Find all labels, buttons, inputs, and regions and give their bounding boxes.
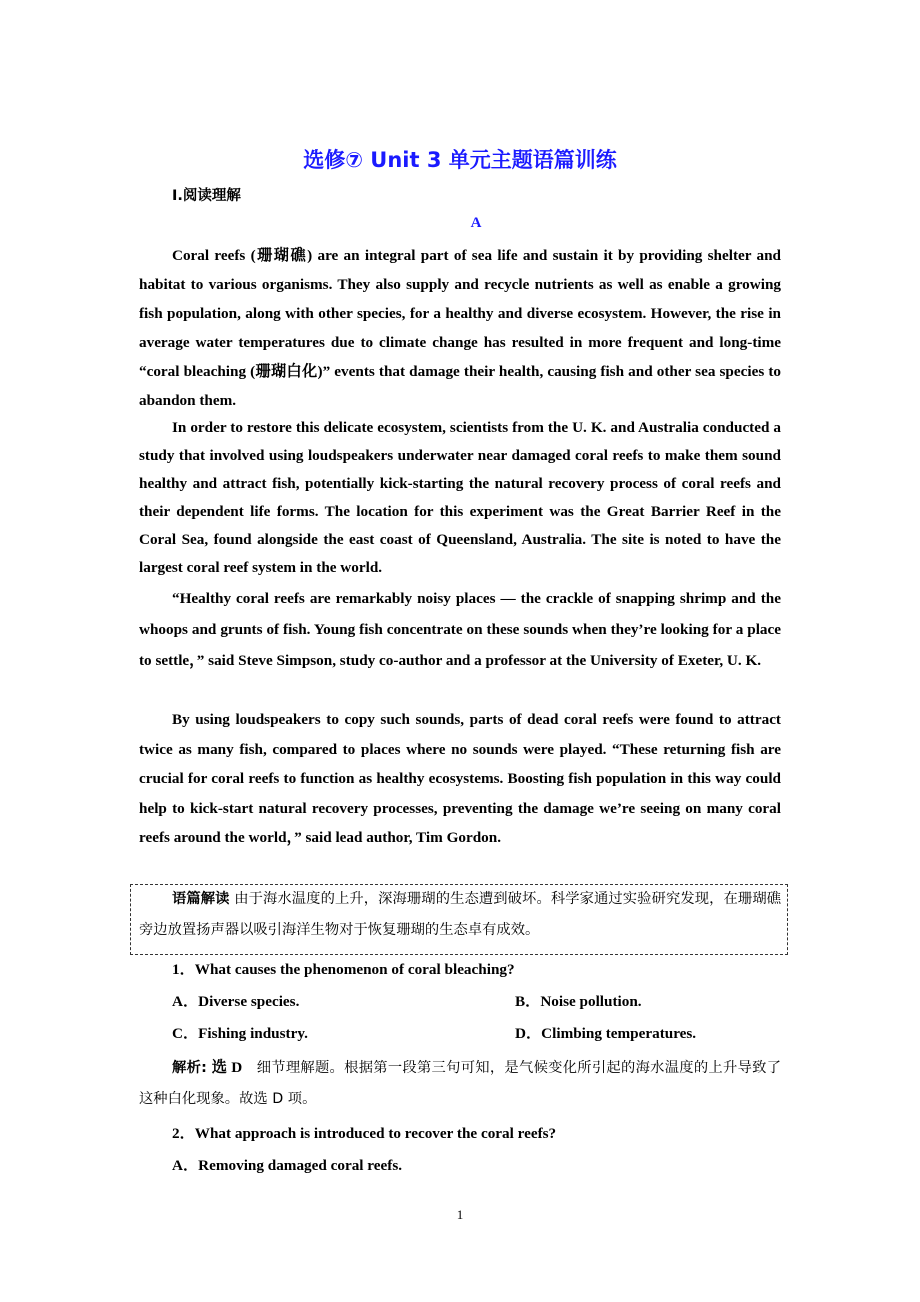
paragraph-text: “Healthy coral reefs are remarkably noisy places — the crackle of snapping shrimp and the whoops and grunts of fish. Young fish concentrate on these sounds when they’re looking for a place to settle，” said Steve Simpson, study co-author and a professor at the University of Exeter, U. K. [139,590,781,669]
question-1-option-b: B．Noise pollution. [515,993,642,1010]
question-1-option-a: A．Diverse species. [172,993,300,1010]
summary-label: 语篇解读 [172,891,230,907]
analysis-answer: 选 D [211,1059,243,1076]
summary-body: 由于海水温度的上升，深海珊瑚的生态遭到破坏。科学家通过实验研究发现，在珊瑚礁旁边放置扬声器以吸引海洋生物对于恢复珊瑚的生态卓有成效。 [139,891,782,938]
question-1-analysis [139,1052,781,1115]
analysis-text: 细节理解题。根据第一段第三句可知，是气候变化所引起的海水温度的上升导致了这种白化现象。故选 D 项。 [139,1060,782,1107]
section-heading: Ⅰ.阅读理解 [172,188,241,204]
question-2-option-a: A．Removing damaged coral reefs. [172,1157,403,1174]
question-1-option-c: C．Fishing industry. [172,1025,308,1042]
question-1: 1．What causes the phenomenon of coral bleaching? [172,961,515,978]
question-1-option-d: D．Climbing temperatures. [515,1025,697,1042]
summary-text [139,884,781,946]
question-2: 2．What approach is introduced to recover the coral reefs? [172,1125,557,1142]
paragraph-text: By using loudspeakers to copy such sounds, parts of dead coral reefs were found to attract twice as many fish, compared to places where no sounds were played. “These returning fish are crucial for coral reefs to function as healthy ecosystems. Boosting fish population in this way could help to kick-start natural recovery processes, preventing the damage we’re seeing on many coral reefs around the world，” said lead author, Tim Gordon. [139,711,781,846]
passage-label: A [470,215,482,231]
paragraph-3 [139,583,781,676]
paragraph-4 [139,705,781,853]
paragraph-text: Coral reefs (珊瑚礁) are an integral part of sea life and sustain it by providing shelter and habitat to various organisms. They also supply and recycle nutrients as well as enable a growing fish population, along with other species, for a healthy and diverse ecosystem. However, the rise in average water temperatures due to climate change has resulted in more frequent and long-time “coral bleaching (珊瑚白化)” events that damage their health, causing fish and other sea species to abandon them. [139,247,781,409]
analysis-label: 解析: [172,1060,207,1076]
document-title: 选修⑦ Unit 3 单元主题语篇训练 [303,148,617,172]
paragraph-2 [139,414,781,582]
page-number: 1 [456,1207,464,1222]
paragraph-text: In order to restore this delicate ecosystem, scientists from the U. K. and Australia conducted a study that involved using loudspeakers underwater near damaged coral reefs to make them sound healthy and attract fish, potentially kick-starting the natural recovery process of coral reefs and their dependent life forms. The location for this experiment was the Great Barrier Reef in the Coral Sea, found alongside the east coast of Queensland, Australia. The site is noted to have the largest coral reef system in the world. [139,419,781,576]
paragraph-1 [139,241,781,415]
